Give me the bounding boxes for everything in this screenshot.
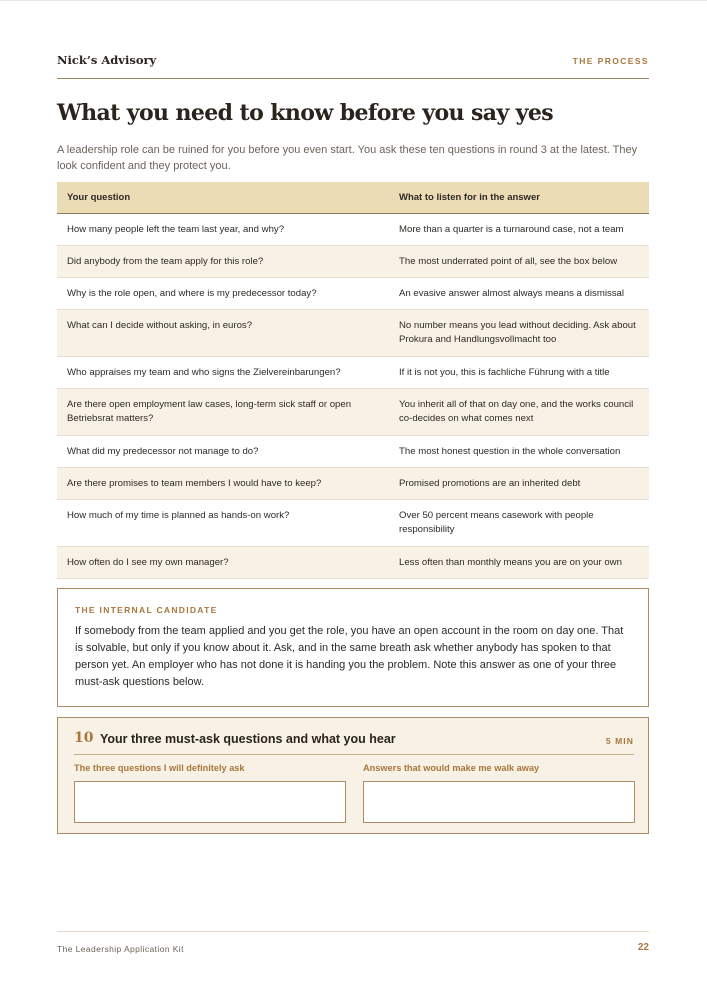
- walk-away-label: Answers that would make me walk away: [363, 763, 540, 773]
- table-row: [57, 310, 649, 357]
- question-cell: Why is the role open, and where is my predecessor today?: [67, 288, 317, 299]
- question-cell: Are there promises to team members I would have to keep?: [67, 478, 322, 489]
- answer-cell: An evasive answer almost always means a dismissal: [399, 288, 625, 299]
- section-tag: THE PROCESS: [572, 56, 649, 66]
- question-cell: Who appraises my team and who signs the Zielvereinbarungen?: [67, 367, 341, 378]
- question-cell: How much of my time is planned as hands-on work?: [67, 510, 290, 521]
- table-row: [57, 246, 649, 278]
- internal-candidate-callout: [57, 588, 649, 707]
- intro-text: A leadership role can be ruined for you before you even start. You ask these ten questions in round 3 at the latest. They look confident and they protect you.: [57, 144, 638, 172]
- exercise-time: 5 MIN: [605, 736, 634, 746]
- callout-label: THE INTERNAL CANDIDATE: [75, 605, 218, 615]
- exercise-number: 10: [74, 730, 94, 746]
- exercise-header: [74, 730, 634, 755]
- exercise-title: Your three must-ask questions and what you hear: [100, 732, 396, 746]
- table-row: [57, 214, 649, 246]
- table-header: [57, 182, 649, 214]
- answer-cell: Less often than monthly means you are on your own: [399, 557, 622, 568]
- question-cell: What did my predecessor not manage to do?: [67, 446, 259, 457]
- table-row: [57, 278, 649, 310]
- answer-cell: No number means you lead without deciding. Ask about Prokura and Handlungsvollmacht too: [399, 320, 636, 345]
- question-cell: Did anybody from the team apply for this role?: [67, 256, 264, 267]
- walk-away-answer-field[interactable]: [363, 781, 635, 823]
- answer-cell: The most honest question in the whole conversation: [399, 446, 621, 457]
- table-row: [57, 500, 649, 547]
- table-row: [57, 468, 649, 500]
- table-row: [57, 547, 649, 579]
- must-ask-label: The three questions I will definitely ask: [74, 763, 245, 773]
- footer-divider: [57, 931, 649, 932]
- footer-title: The Leadership Application Kit: [57, 944, 184, 954]
- must-ask-column: [74, 763, 346, 823]
- questions-table: [57, 182, 649, 579]
- page-title: What you need to know before you say yes: [57, 100, 554, 126]
- table-row: [57, 357, 649, 389]
- question-cell: What can I decide without asking, in euros?: [67, 320, 253, 331]
- must-ask-answer-field[interactable]: [74, 781, 346, 823]
- page-header: [57, 53, 649, 79]
- question-cell: How many people left the team last year, and why?: [67, 224, 285, 235]
- exercise-box: [57, 717, 649, 834]
- question-cell: Are there open employment law cases, long-term sick staff or open Betriebsrat matters?: [67, 399, 352, 424]
- page-number: 22: [637, 942, 649, 953]
- table-row: [57, 436, 649, 468]
- answer-cell: Promised promotions are an inherited debt: [399, 478, 581, 489]
- callout-text: If somebody from the team applied and you get the role, you have an open account in the room on day one. That is solvable, but only if you know about it. Ask, and in the same breath ask whether anybody has spoken to that person yet. An employer who has not done it is handing you the problem. Note this answer as one of your three must-ask questions below.: [75, 625, 624, 688]
- answer-cell: Over 50 percent means casework with people responsibility: [399, 510, 594, 535]
- walk-away-column: [363, 763, 635, 823]
- header-your-question: Your question: [67, 192, 131, 203]
- table-row: [57, 389, 649, 436]
- answer-cell: If it is not you, this is fachliche Führung with a title: [399, 367, 610, 378]
- header-listen-for: What to listen for in the answer: [399, 192, 540, 203]
- answer-cell: You inherit all of that on day one, and the works council co-decides on what comes next: [399, 399, 634, 424]
- top-border: [0, 0, 707, 1]
- answer-cell: The most underrated point of all, see the box below: [399, 256, 618, 267]
- question-cell: How often do I see my own manager?: [67, 557, 229, 568]
- answer-cell: More than a quarter is a turnaround case, not a team: [399, 224, 624, 235]
- brand-name: Nick’s Advisory: [57, 53, 157, 67]
